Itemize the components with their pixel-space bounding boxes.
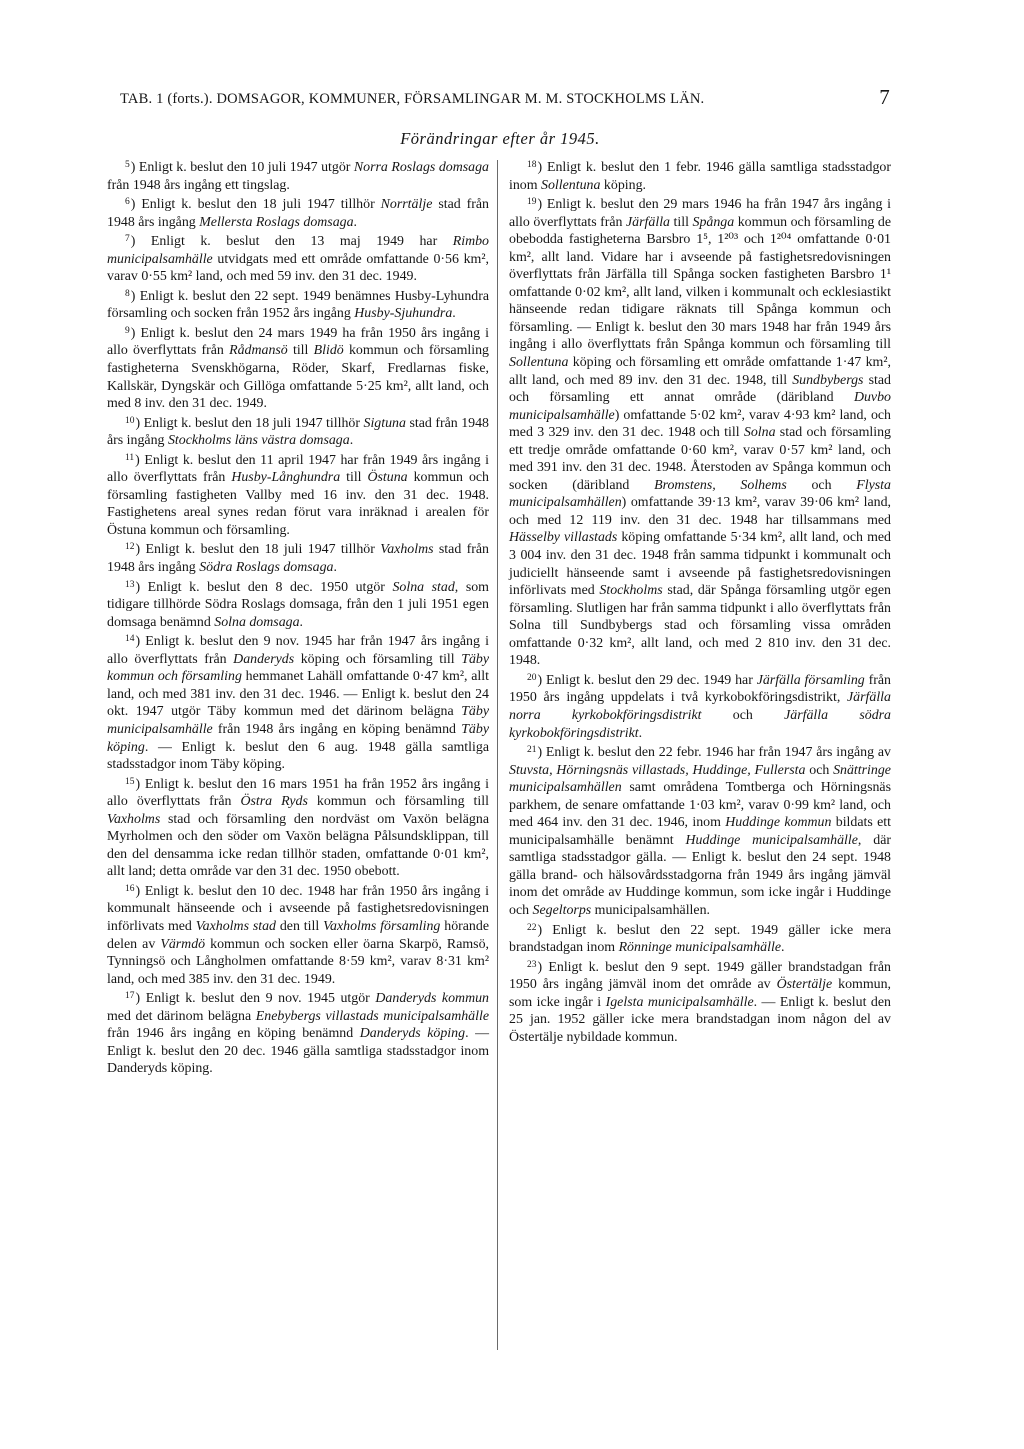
italic-name: Järfälla bbox=[626, 214, 671, 230]
footnote-text: . bbox=[780, 940, 785, 956]
footnote bbox=[107, 988, 489, 1078]
footnote bbox=[107, 539, 489, 576]
italic-name: Stockholms läns västra domsaga bbox=[167, 433, 350, 449]
footnote-text: ) omfattande 5·02 km², varav 4·93 km² land, och med 3 329 inv. den 31 dec. 1948 och till bbox=[509, 407, 891, 441]
footnote-text: stad, där Spånga församling utgör egen församling. Slutligen har från samma tidpunkt i allo överflyttats från Solna till Sundbybergs stad och församling vissa områden omfattande 0·32 km², allt land, och med 2 810 inv. den 31 dec. 1948. bbox=[509, 583, 891, 669]
italic-name: Täby köping bbox=[107, 721, 489, 755]
footnote-number: 5 bbox=[125, 160, 130, 170]
footnote-text: kommun och församling fastigheten Vallby med 16 inv. den 31 dec. 1948. Fastighetens areal synes redan förut vara inräknad i arealen för Östuna kommun och församling. bbox=[107, 470, 489, 538]
footnote-text: köping. bbox=[600, 177, 646, 193]
italic-name: Sollentuna bbox=[541, 177, 601, 193]
footnote-number: 10 bbox=[125, 415, 135, 426]
footnote-text: från 1946 års ingång en köping benämnd bbox=[107, 1026, 360, 1042]
italic-name: Östuna bbox=[367, 470, 408, 486]
column-divider bbox=[497, 160, 498, 1350]
italic-name: Spånga bbox=[692, 214, 735, 230]
footnote-text: stad och församling ett annat område (däribland bbox=[509, 372, 891, 406]
italic-name: Stuvsta, Hörningsnäs villastads, Huddinge, Fullersta bbox=[509, 762, 806, 778]
footnote-text: och bbox=[805, 762, 834, 778]
footnote-number: 19 bbox=[527, 197, 537, 208]
footnote bbox=[107, 413, 489, 450]
footnote-text: , där samtliga stadsstadgor gälla. — Enligt k. beslut den 24 sept. 1948 gälla brand- och hälsovårdsstadgorna från 1949 års ingång jämväl inom det område av Huddinge kommun, som icke ingår i Huddinge och bbox=[509, 832, 891, 918]
italic-name: Huddinge municipalsamhälle bbox=[685, 832, 858, 848]
footnote-text: . — Enligt k. beslut den 6 aug. 1948 gälla samtliga stadsstadgor inom Täby köping. bbox=[107, 739, 489, 773]
footnote-text: ) Enligt k. beslut den 22 sept. 1949 benämnes Husby-Lyhundra församling och socken från 1952 års ingång bbox=[107, 288, 489, 322]
footnote-number: 20 bbox=[527, 672, 537, 683]
footnote bbox=[509, 920, 891, 957]
section-title: Förändringar efter år 1945. bbox=[400, 129, 600, 148]
italic-name: Värmdö bbox=[160, 936, 206, 952]
italic-name: Huddinge kommun bbox=[725, 815, 832, 831]
italic-name: Igelsta municipalsamhälle bbox=[605, 994, 754, 1010]
footnote bbox=[509, 194, 891, 670]
italic-name: Flysta municipalsamhällen bbox=[509, 477, 891, 511]
footnote-text: stad från 1948 års ingång bbox=[107, 542, 490, 576]
footnote-text: stad från 1948 års ingång bbox=[107, 197, 490, 230]
footnote bbox=[107, 774, 489, 881]
italic-name: Solna domsaga bbox=[214, 614, 300, 630]
footnote-text: stad och församling ett tredje område omfattande 0·60 km², varav 0·57 km² land, och med 391 inv. den 31 dec. 1948. Återstoden av Spånga kommun och socken (däribland bbox=[509, 425, 891, 493]
running-head bbox=[120, 85, 890, 109]
italic-name: Täby municipalsamhälle bbox=[107, 704, 489, 737]
footnote-text: ) omfattande 39·13 km², varav 39·06 km² land, och med 12 119 inv. den 31 dec. 1948 har tillsammans med bbox=[509, 495, 891, 528]
italic-name: Vaxholms församling bbox=[323, 918, 441, 934]
footnote bbox=[509, 157, 891, 194]
footnote-number: 15 bbox=[125, 776, 135, 787]
footnote-text: kommun och församling de obebodda fastigheterna Barsbro 1⁵, 1²⁰³ och 1²⁰⁴ omfattande 0·01 km², allt land. Vidare har i avseende på fastighetsredovisningen överflyttats från Järfälla till Spånga socken fastigheten Barsbro 1¹ omfattande 0·02 km², allt land, vilken i kommunalt och ecklesiastikt hänseende redan tidigare räknats till Spånga kommun och församling. — Enligt k. beslut den 30 mars 1948 har från 1949 års ingång i allo överflyttats från Spånga kommun och församling till bbox=[509, 214, 891, 353]
italic-name: Södra Roslags domsaga bbox=[199, 560, 334, 576]
footnote-text: kommun och församling till bbox=[307, 794, 489, 810]
footnote-text: köping omfattande 5·34 km², allt land, och med 3 004 inv. den 31 dec. 1948 från samma tidpunkt i kommunalt och judiciellt hänseende samt i avseende på fastighetsredovisningen införlivats med bbox=[509, 530, 891, 599]
footnote-number: 18 bbox=[527, 160, 537, 170]
footnote-text: . bbox=[353, 214, 358, 230]
footnote-text: ) Enligt k. beslut den 22 febr. 1946 har från 1947 års ingång av bbox=[537, 745, 891, 761]
footnote-text: från 1948 års ingång ett tingslag. bbox=[107, 177, 290, 193]
italic-name: Segeltorps bbox=[532, 902, 592, 918]
footnote-text: ) Enligt k. beslut den 16 mars 1951 ha från 1952 års ingång i allo överflyttats från bbox=[107, 776, 489, 810]
footnote-text: ) Enligt k. beslut den 9 nov. 1945 har från 1947 års ingång i allo överflyttats från bbox=[107, 634, 489, 667]
italic-name: Husby-Sjuhundra bbox=[354, 306, 453, 322]
footnote bbox=[107, 631, 489, 773]
italic-name: Snättringe municipalsamhällen bbox=[509, 762, 891, 796]
footnote-text: och bbox=[701, 707, 785, 723]
footnote-text: . — Enligt k. beslut den 20 dec. 1946 gälla samtliga stadsstadgor inom Danderyds köping. bbox=[107, 1026, 489, 1077]
italic-name: Enebybergs villastads municipalsamhälle bbox=[255, 1008, 490, 1024]
footnote-text: . bbox=[452, 306, 456, 322]
footnote-text: . bbox=[349, 433, 354, 449]
italic-name: Rönninge municipalsamhälle bbox=[618, 940, 781, 956]
italic-name: Norrtälje bbox=[380, 197, 433, 213]
footnote-text: från 1948 års ingång en köping benämnd bbox=[212, 721, 462, 737]
footnote-text: . bbox=[299, 614, 304, 630]
footnote bbox=[107, 881, 489, 988]
italic-name: Järfälla norra kyrkobokföringsdistrikt bbox=[509, 690, 891, 723]
footnote-number: 21 bbox=[527, 745, 537, 756]
footnote-text: stad från 1948 års ingång bbox=[107, 415, 490, 449]
footnote bbox=[107, 577, 489, 632]
italic-name: Norra Roslags domsaga bbox=[353, 160, 489, 175]
italic-name: Husby-Långhundra bbox=[231, 470, 341, 486]
footnote bbox=[509, 670, 891, 742]
footnote bbox=[107, 157, 489, 194]
footnote-text: ) Enligt k. beslut den 10 juli 1947 utgör bbox=[130, 160, 354, 175]
italic-name: Sigtuna bbox=[363, 415, 406, 431]
italic-name: Vaxholms bbox=[380, 542, 434, 558]
footnote-text: köping och församling till bbox=[294, 651, 462, 667]
footnote-text: kommun, som icke ingår i bbox=[509, 977, 892, 1010]
footnote-text: municipalsamhällen. bbox=[591, 902, 710, 918]
italic-name: Järfälla södra kyrkobokföringsdistrikt bbox=[509, 707, 891, 741]
italic-name: Danderyds köping bbox=[359, 1026, 466, 1042]
footnote bbox=[107, 450, 489, 540]
footnote-text: den till bbox=[276, 918, 324, 934]
footnote-text: bildats ett municipalsamhälle benämnt bbox=[509, 815, 892, 848]
italic-name: Vaxholms bbox=[107, 811, 161, 827]
footnote-number: 22 bbox=[527, 922, 537, 933]
footnote-text: till bbox=[670, 214, 693, 230]
footnote bbox=[107, 231, 489, 286]
footnote-text: köping och församling ett område omfattande 1·47 km², allt land, och med 89 inv. den 31 dec. 1948, till bbox=[509, 355, 891, 388]
footnote-text: ) Enligt k. beslut den 9 nov. 1945 utgör bbox=[135, 991, 376, 1007]
footnote-text: . — Enligt k. beslut den 25 jan. 1952 gäller icke mera brandstadgan inom någon del av Östertälje nybildade kommun. bbox=[509, 994, 891, 1045]
footnote-text: ) Enligt k. beslut den 18 juli 1947 tillhör bbox=[135, 415, 364, 431]
italic-name: Blidö bbox=[313, 343, 344, 359]
italic-name: Danderyds bbox=[233, 651, 295, 667]
footnote-text: ) Enligt k. beslut den 13 maj 1949 har bbox=[130, 234, 453, 250]
footnote-text: ) Enligt k. beslut den 9 sept. 1949 gäller brandstadgan från 1950 års ingång jämväl inom det område av bbox=[509, 959, 891, 993]
italic-name: Stockholms bbox=[599, 583, 663, 599]
footnote-text: ) Enligt k. beslut den 22 sept. 1949 gäller icke mera brandstadgan inom bbox=[509, 922, 891, 956]
footnote bbox=[107, 194, 489, 231]
footnote-number: 13 bbox=[125, 579, 135, 590]
footnote-text: kommun och socken eller öarna Skarpö, Ramsö, Tynningsö och Långholmen omfattande 8·59 km², varav 8·31 km² land, och med 385 inv. den 31 dec. 1949. bbox=[107, 936, 489, 987]
footnote-number: 9 bbox=[125, 325, 130, 336]
footnote-text: stad och församling den nordväst om Vaxön belägna Myrholmen och den söder om Vaxön belägna Pålsundsklippan, till den del densamma icke redan tillhör staden, omfattande 0·01 km², allt land; detta område var den 31 dec. 1950 obebott. bbox=[107, 811, 489, 880]
italic-name: Mellersta Roslags domsaga bbox=[199, 214, 354, 230]
italic-name: Duvbo municipalsamhälle bbox=[509, 390, 891, 423]
footnote-number: 6 bbox=[125, 197, 130, 208]
footnote bbox=[509, 957, 891, 1047]
page-number: 7 bbox=[879, 85, 890, 109]
footnote bbox=[509, 742, 891, 919]
footnote-text: , som tidigare tillhörde Södra Roslags domsaga, från den 1 juli 1951 egen domsaga benämnd bbox=[107, 579, 489, 630]
footnote-text: till bbox=[287, 343, 314, 359]
footnote bbox=[107, 286, 489, 323]
footnote-text: ) Enligt k. beslut den 29 dec. 1949 har bbox=[537, 672, 757, 688]
italic-name: Täby kommun och församling bbox=[107, 651, 490, 685]
footnote-number: 17 bbox=[125, 991, 135, 1002]
italic-name: Solna stad bbox=[392, 579, 455, 595]
footnote-number: 12 bbox=[125, 542, 135, 553]
footnote-text: utvidgats med ett område omfattande 0·56 km², varav 0·55 km² land, och med 59 inv. den 31 dec. 1949. bbox=[107, 251, 489, 285]
running-title: TAB. 1 (forts.). DOMSAGOR, KOMMUNER, FÖRSAMLINGAR M. M. STOCKHOLMS LÄN. bbox=[120, 91, 705, 107]
italic-name: Rimbo municipalsamhälle bbox=[107, 234, 489, 267]
italic-name: Järfälla församling bbox=[756, 672, 865, 688]
footnote-text: och bbox=[786, 477, 857, 493]
footnote-text: ) Enligt k. beslut den 8 dec. 1950 utgör bbox=[135, 579, 393, 595]
footnote-text: ) Enligt k. beslut den 18 juli 1947 tillhör bbox=[135, 542, 381, 558]
italic-name: Sollentuna bbox=[509, 355, 569, 371]
footnote-text: ) Enligt k. beslut den 29 mars 1946 ha från 1947 års ingång i allo överflyttats från bbox=[509, 197, 891, 230]
footnote-number: 11 bbox=[125, 452, 135, 463]
footnote-number: 7 bbox=[125, 234, 130, 245]
italic-name: Vaxholms stad bbox=[195, 918, 276, 934]
footnote-text: hörande delen av bbox=[107, 918, 489, 952]
footnote-number: 23 bbox=[527, 959, 537, 970]
italic-name: Hässelby villastads bbox=[509, 530, 618, 546]
footnote-text: till bbox=[340, 470, 368, 486]
italic-name: Solna bbox=[743, 425, 776, 441]
footnote-text: ) Enligt k. beslut den 10 dec. 1948 har från 1950 års ingång i kommunalt hänseende och i avseende på fastighetsredovisningen införlivats med bbox=[107, 883, 489, 934]
footnote-text: . bbox=[638, 725, 643, 741]
italic-name: Danderyds kommun bbox=[375, 991, 489, 1007]
footnote-text: . bbox=[333, 560, 337, 576]
footnote-number: 8 bbox=[125, 288, 130, 299]
italic-name: Östra Ryds bbox=[240, 794, 308, 810]
italic-name: Sundbybergs bbox=[792, 372, 864, 388]
footnote-text: ) Enligt k. beslut den 18 juli 1947 tillhör bbox=[130, 197, 381, 213]
italic-name: Bromstens, Solhems bbox=[654, 477, 787, 493]
footnote-number: 16 bbox=[125, 883, 135, 894]
footnote-number: 14 bbox=[125, 634, 135, 645]
footnote-text: ) Enligt k. beslut den 1 febr. 1946 gälla samtliga stadsstadgor inom bbox=[509, 160, 891, 193]
footnote-text: från 1950 års ingång uppdelats i två kyrkobokföringsdistrikt, bbox=[509, 672, 891, 706]
footnote-text: ) Enligt k. beslut den 11 april 1947 har från 1949 års ingång i allo överflyttats från bbox=[107, 452, 489, 486]
italic-name: Rådmansö bbox=[229, 343, 288, 359]
italic-name: Östertälje bbox=[776, 977, 833, 993]
right-column bbox=[509, 157, 891, 1046]
footnote-text: samt områdena Tomtberga och Hörningsnäs parkhem, de senare omfattande 1·03 km², varav 0·99 km² land, och med 464 inv. den 31 dec. 1946, inom bbox=[509, 780, 891, 831]
footnote-text: med det därinom belägna bbox=[107, 1008, 256, 1024]
footnote-text: ) Enligt k. beslut den 24 mars 1949 ha från 1950 års ingång i allo överflyttats från bbox=[107, 325, 489, 359]
footnote bbox=[107, 323, 489, 413]
footnote-text: hemmanet Lahäll omfattande 0·47 km², allt land, och med 381 inv. den 31 dec. 1946. — Enligt k. beslut den 24 okt. 1947 utgör Täby kommun med det därinom belägna bbox=[107, 669, 489, 720]
footnote-text: kommun och församling fastigheterna Svenskhögarna, Röder, Skarf, Fredlarnas fiske, Kallskär, Dyngskär och Gillöga omfattande 5·25 km², allt land, och med 8 inv. den 31 dec. 1949. bbox=[107, 343, 490, 412]
left-column bbox=[107, 157, 489, 1078]
